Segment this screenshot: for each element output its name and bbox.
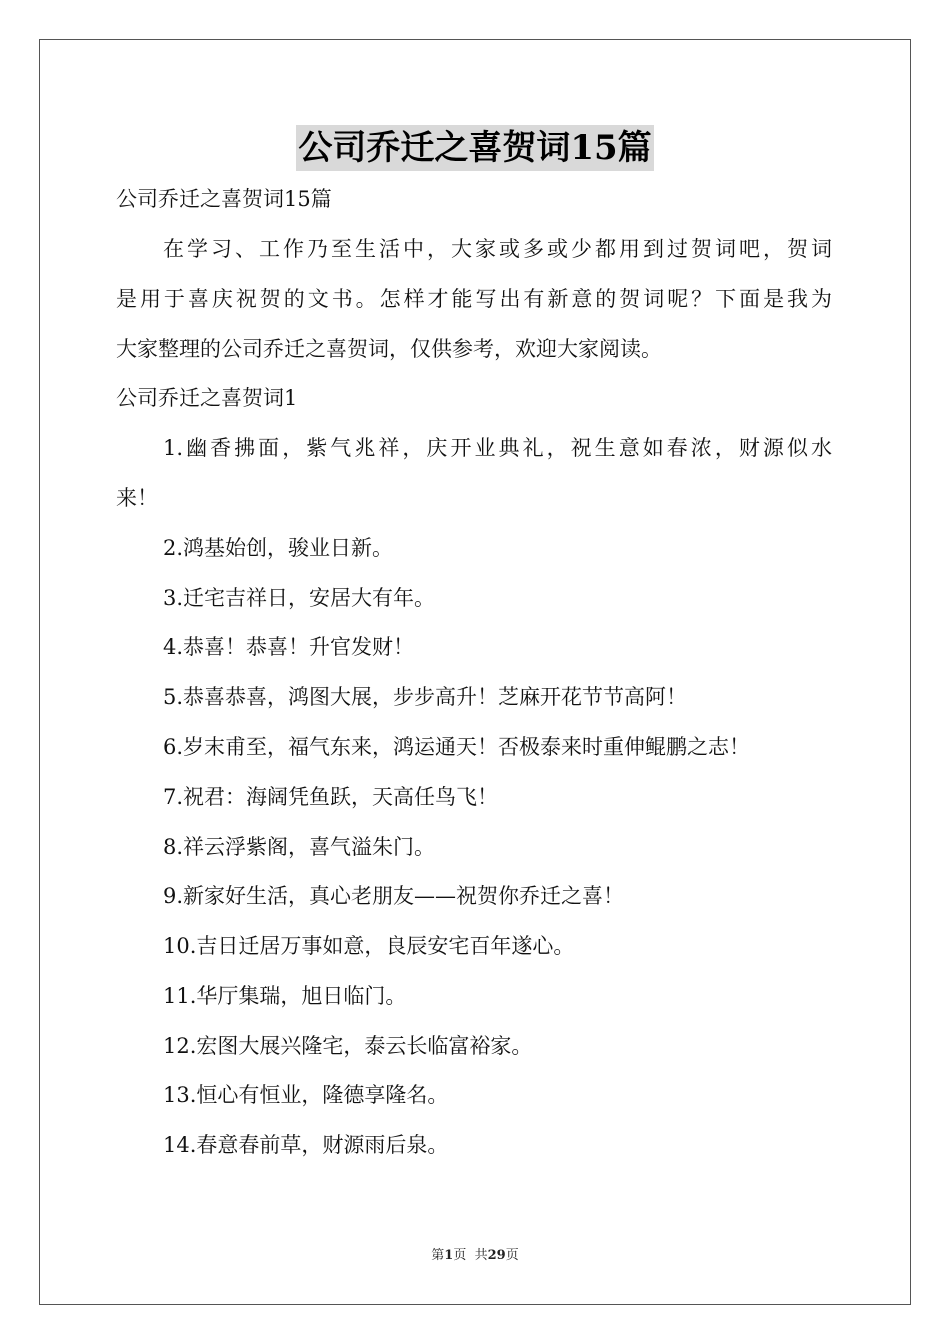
- list-item-7: 7.祝君：海阔凭鱼跃，天高任鸟飞！: [163, 785, 499, 809]
- title-container: [0, 125, 950, 171]
- footer-page-suffix: 页: [505, 1248, 519, 1263]
- footer-page-number: 1: [444, 1248, 454, 1263]
- list-item-1-line-2: 来！: [116, 486, 158, 510]
- list-item-2: 2.鸿基始创，骏业日新。: [163, 536, 394, 560]
- list-item-10: 10.吉日迁居万事如意，良辰安宅百年遂心。: [163, 934, 575, 958]
- section-heading: 公司乔迁之喜贺词1: [116, 386, 298, 410]
- list-item-8: 8.祥云浮紫阁，喜气溢朱门。: [163, 835, 436, 859]
- document-title: 公司乔迁之喜贺词15篇: [296, 125, 653, 171]
- page-footer: [0, 1247, 950, 1265]
- list-item-14: 14.春意春前草，财源雨后泉。: [163, 1133, 449, 1157]
- intro-line-1: 在学习、工作乃至生活中，大家或多或少都用到过贺词吧，贺词: [163, 237, 832, 261]
- intro-line-3: 大家整理的公司乔迁之喜贺词，仅供参考，欢迎大家阅读。: [116, 337, 662, 361]
- footer-total-pages: 29: [487, 1248, 506, 1263]
- list-item-12: 12.宏图大展兴隆宅，泰云长临富裕家。: [163, 1034, 533, 1058]
- document-subtitle: 公司乔迁之喜贺词15篇: [116, 187, 332, 211]
- list-item-3: 3.迁宅吉祥日，安居大有年。: [163, 586, 436, 610]
- list-item-5: 5.恭喜恭喜，鸿图大展，步步高升！芝麻开花节节高阿！: [163, 685, 688, 709]
- intro-line-2: 是用于喜庆祝贺的文书。怎样才能写出有新意的贺词呢？下面是我为: [116, 287, 832, 311]
- list-item-1-line-1: 1.幽香拂面，紫气兆祥，庆开业典礼，祝生意如春浓，财源似水: [163, 436, 832, 460]
- list-item-13: 13.恒心有恒业，隆德享隆名。: [163, 1083, 449, 1107]
- page-border: [39, 39, 911, 1305]
- footer-page-mid: 页 共: [453, 1248, 488, 1263]
- list-item-11: 11.华厅集瑞，旭日临门。: [163, 984, 407, 1008]
- footer-page-prefix: 第: [431, 1248, 445, 1263]
- list-item-4: 4.恭喜！恭喜！升官发财！: [163, 635, 415, 659]
- list-item-9: 9.新家好生活，真心老朋友——祝贺你乔迁之喜！: [163, 884, 625, 908]
- list-item-6: 6.岁末甫至，福气东来，鸿运通天！否极泰来时重伸鲲鹏之志！: [163, 735, 751, 759]
